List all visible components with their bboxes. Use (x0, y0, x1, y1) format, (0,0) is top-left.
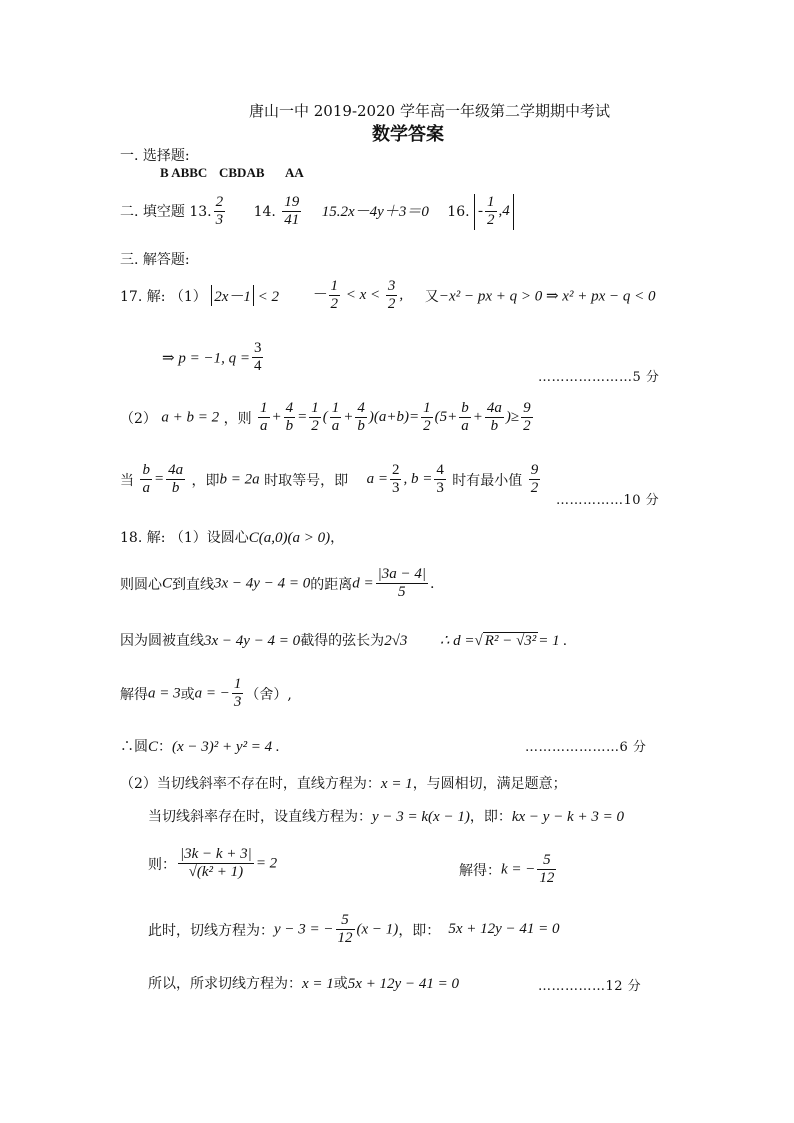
q17-eqsign: 时取等号，即 (264, 472, 349, 489)
q17-when: 当 (120, 472, 134, 489)
q18-l2-c: C (162, 575, 173, 592)
q17-score-2: ……………10 分 (556, 493, 660, 508)
q18-p2-k-frac: $\frac{5}{12}$ (539, 852, 555, 887)
q18-p2-line3 (148, 846, 277, 882)
q18-distance-frac: $\frac{|3a - 4|}{5}$ (377, 566, 426, 601)
q18-p2-l2-eq: y − 3 = k(x − 1) (372, 809, 470, 825)
q17-b-2a: b = 2a (219, 471, 260, 488)
q17-again: 又 (424, 288, 439, 305)
q17-range: － $\frac{1}{2}$ < x < $\frac{3}{2}$ , (311, 278, 404, 313)
q16-label: 16. (447, 203, 470, 220)
q18-l4-drop: （舍）, (245, 686, 292, 703)
exam-title: 唐山一中 2019-2020 学年高一年级第二学期期中考试 (249, 102, 610, 120)
q18-l2-b: 到直线 (172, 576, 215, 593)
q17-quadratic: −x² − px + q > 0 ⇒ x² + px − q < 0 (438, 288, 656, 305)
q18-p2-l2: 当切线斜率存在时，设直线方程为： (148, 809, 372, 825)
section-solve-heading: 三. 解答题: (120, 252, 190, 268)
q18-score-1: …………………6 分 (525, 740, 647, 755)
choice-answers-2: CBDAB (219, 165, 265, 180)
q18-p2-l5: 所以，所求切线方程为： (148, 976, 302, 992)
q18-l4-frac: $\frac{1}{3}$ (233, 676, 242, 711)
q17-p2-inequality: $\frac{1}{a}$ + $\frac{4}{b}$ = $\frac{1}{2}$ ( $\frac{1}{a}$ + $\frac{4}{b}$ )(a+b)= $\frac{1}{2}$ (5+ $\frac{b}{a}$ + $\frac{4a}{b}$ )≥ $\frac{9}{2}$ (260, 400, 531, 435)
q18-p2-l2-eq2: kx − y − k + 3 = 0 (511, 809, 624, 825)
q18-center: C(a,0)(a > 0) (248, 530, 331, 546)
q18-line1 (120, 527, 344, 547)
q18-circle-equation: (x − 3)² + y² = 4 . (172, 739, 280, 755)
q18-l5-c: C (148, 739, 159, 755)
q18-p2-l4-ie: ，即： (398, 922, 441, 939)
q18-l3-therefore: ∴ d = (439, 633, 475, 649)
q18-l4-a3: a = 3 (148, 685, 181, 702)
choice-answers-1: B ABBC (160, 165, 208, 180)
q18-l2-line: 3x − 4y − 4 = 0 (214, 575, 311, 592)
section-choice-heading: 一. 选择题: (120, 148, 190, 164)
q18-p2-l1-eq: x = 1 (380, 776, 413, 792)
q18-line3 (120, 630, 567, 650)
q17-equality-cond: $\frac{b}{a}$ = $\frac{4a}{b}$ (142, 462, 184, 497)
q18-p2-solve (459, 852, 558, 888)
q18-l3-a: 因为圆被直线 (120, 633, 204, 649)
q18-p2-l5-eq: x = 1 (302, 976, 334, 992)
q18-p2-line5 (148, 973, 459, 993)
q18-comma: ， (330, 530, 345, 546)
q14-answer: $\frac{19}{41}$ (284, 194, 300, 229)
q18-l4-or: 或 (180, 686, 195, 703)
q16-answer: - $\frac{1}{2}$ ,4 (474, 194, 514, 230)
q17-score-1: …………………5 分 (538, 370, 660, 385)
q17-p2-then: ，则 (223, 410, 252, 427)
q18-p2-l3-frac: $\frac{|3k - k + 3|}{\text{√(k² + 1)}}$ (180, 846, 252, 881)
q18-p2-l1-b: ，与圆相切，满足题意； (412, 776, 567, 792)
q17-lt: < 2 (257, 289, 280, 306)
q18-l5-colon: ： (158, 739, 173, 755)
q18-p2-l4-tail: (x − 1) (356, 921, 399, 938)
q18-p2-line4 (148, 912, 560, 948)
q17-abs-expr: 2x－1 (211, 285, 254, 306)
q18-p2-solve-label: 解得： (459, 862, 501, 879)
q18-p2-k: k = − (501, 861, 536, 878)
fill-in-row (120, 194, 514, 230)
q17-part2-line (120, 400, 535, 436)
choice-answers-3: AA (285, 165, 304, 180)
fill-heading: 二. 填空题 13. (120, 203, 212, 220)
q18-sqrt: √ R² − √3² (474, 633, 537, 649)
q17-ie: ，即 (191, 472, 220, 489)
q18-p2-l4-frac: $\frac{5}{12}$ (337, 912, 353, 947)
q17-equality-line (120, 462, 542, 498)
q18-p2-l1: （2）当切线斜率不存在时，直线方程为： (120, 776, 381, 792)
q18-line5 (120, 736, 280, 756)
q18-score-2: ……………12 分 (538, 979, 642, 994)
q18-l4-a: 解得 (120, 686, 148, 703)
q18-l3-b: 截得的弦长为 (300, 633, 385, 649)
q17-label: 17. 解: （1） (120, 288, 207, 305)
q17-ab-values: a = $\frac{2}{3}$ , b = $\frac{4}{3}$ (366, 462, 444, 497)
q18-l5-a: ∴圆 (120, 739, 148, 755)
q17-p2-cond: a + b = 2 (161, 409, 220, 426)
q18-line2 (120, 566, 434, 602)
q18-p2-line2 (148, 806, 624, 826)
q14-label: 14. (253, 203, 276, 220)
q15-answer: 15.2x－4y＋3＝0 (321, 203, 429, 220)
q18-line4 (120, 676, 292, 712)
q18-p2-l4: 此时，切线方程为： (148, 922, 274, 939)
q18-p2-l4-eq2: 5x + 12y − 41 = 0 (448, 921, 560, 938)
q18-p2-l4-eq: y − 3 = − (274, 921, 334, 938)
q17-p2-label: （2） (120, 410, 157, 427)
q18-l3-line: 3x − 4y − 4 = 0 (204, 633, 301, 649)
q18-l2-a: 则圆心 (120, 576, 162, 593)
q18-p2-l2-ie: ，即： (469, 809, 512, 825)
q18-l3-len: 2√3 (384, 633, 408, 649)
q17-min-value: $\frac{9}{2}$ (530, 462, 539, 497)
q13-answer: $\frac{2}{3}$ (215, 194, 224, 229)
q18-l2-d: 的距离 (310, 576, 353, 593)
q18-p2-l3-eq: = 2 (255, 855, 278, 872)
q18-l3-eq1: = 1 . (538, 633, 568, 649)
q18-p2-line1 (120, 773, 567, 793)
q18-p2-l5-eq2: 5x + 12y − 41 = 0 (347, 976, 459, 992)
q18-p2-l3: 则： (148, 856, 176, 873)
q17-line1 (120, 278, 655, 314)
q18-l4-aneg: a = − (194, 685, 230, 702)
page-subtitle: 数学答案 (372, 124, 444, 145)
q18-label: 18. 解: （1）设圆心 (120, 530, 249, 546)
q17-result: ⇒ p = −1, q = $\frac{3}{4}$ (162, 340, 262, 375)
q18-l2-dvar: d = (352, 575, 374, 592)
q18-p2-l5-or: 或 (333, 976, 348, 992)
q18-l2-end: . (429, 575, 435, 592)
q17-min-text: 时有最小值 (452, 472, 523, 489)
